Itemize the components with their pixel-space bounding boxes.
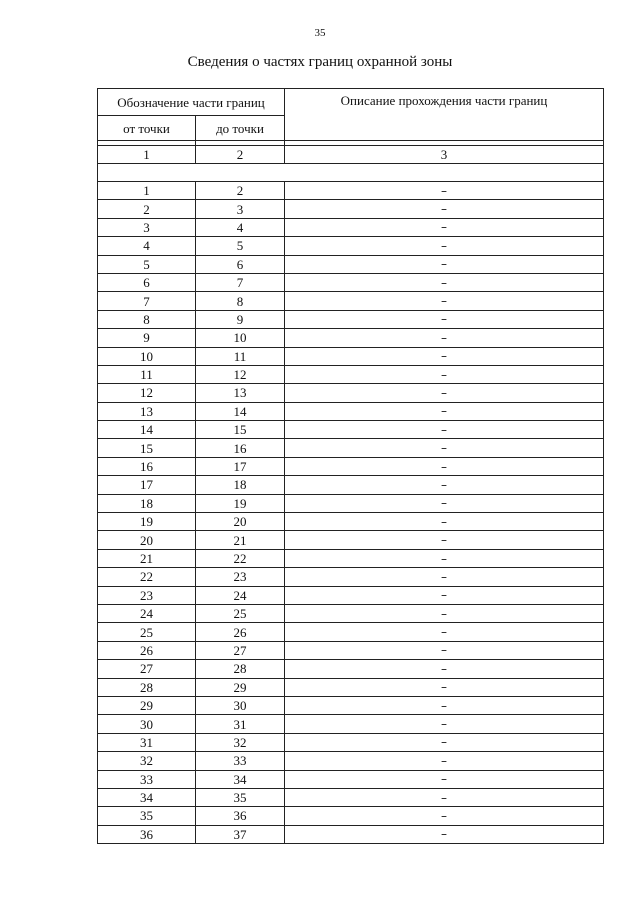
to-point-cell: 26 <box>196 623 285 641</box>
description-cell: – <box>285 365 604 383</box>
table-row <box>98 549 604 567</box>
from-point-cell: 3 <box>98 218 196 236</box>
to-point-cell: 11 <box>196 347 285 365</box>
from-point-cell: 18 <box>98 494 196 512</box>
description-cell: – <box>285 604 604 622</box>
to-point-cell: 9 <box>196 310 285 328</box>
description-cell: – <box>285 476 604 494</box>
to-point-cell: 7 <box>196 273 285 291</box>
from-point-cell: 31 <box>98 733 196 751</box>
table-row <box>98 807 604 825</box>
to-point-cell: 33 <box>196 752 285 770</box>
column-number: 3 <box>285 146 604 164</box>
from-point-cell: 29 <box>98 696 196 714</box>
from-point-cell: 27 <box>98 660 196 678</box>
description-cell: – <box>285 273 604 291</box>
from-point-cell: 20 <box>98 531 196 549</box>
table-row <box>98 586 604 604</box>
to-point-cell: 22 <box>196 549 285 567</box>
table-row <box>98 604 604 622</box>
to-point-cell: 18 <box>196 476 285 494</box>
from-point-cell: 33 <box>98 770 196 788</box>
to-point-cell: 32 <box>196 733 285 751</box>
from-point-cell: 7 <box>98 292 196 310</box>
table-row <box>98 678 604 696</box>
table-row <box>98 641 604 659</box>
header-description: Описание прохождения части границ <box>285 89 604 141</box>
description-cell: – <box>285 494 604 512</box>
description-cell: – <box>285 660 604 678</box>
from-point-cell: 28 <box>98 678 196 696</box>
description-cell: – <box>285 807 604 825</box>
description-cell: – <box>285 200 604 218</box>
from-point-cell: 32 <box>98 752 196 770</box>
description-cell: – <box>285 623 604 641</box>
to-point-cell: 15 <box>196 421 285 439</box>
description-cell: – <box>285 402 604 420</box>
table-row <box>98 513 604 531</box>
description-cell: – <box>285 770 604 788</box>
blank-row <box>98 164 604 182</box>
from-point-cell: 16 <box>98 457 196 475</box>
to-point-cell: 14 <box>196 402 285 420</box>
header-to-point: до точки <box>196 116 285 141</box>
table-row <box>98 660 604 678</box>
from-point-cell: 2 <box>98 200 196 218</box>
header-boundary-part-designation: Обозначение части границ <box>98 89 285 116</box>
table-row <box>98 788 604 806</box>
to-point-cell: 37 <box>196 825 285 843</box>
from-point-cell: 6 <box>98 273 196 291</box>
description-cell: – <box>285 457 604 475</box>
description-cell: – <box>285 586 604 604</box>
description-cell: – <box>285 788 604 806</box>
to-point-cell: 29 <box>196 678 285 696</box>
to-point-cell: 19 <box>196 494 285 512</box>
header-row <box>98 89 604 116</box>
description-cell: – <box>285 182 604 200</box>
from-point-cell: 19 <box>98 513 196 531</box>
table-row <box>98 770 604 788</box>
to-point-cell: 20 <box>196 513 285 531</box>
table-row <box>98 752 604 770</box>
description-cell: – <box>285 715 604 733</box>
to-point-cell: 31 <box>196 715 285 733</box>
from-point-cell: 21 <box>98 549 196 567</box>
column-number-row <box>98 146 604 164</box>
description-cell: – <box>285 549 604 567</box>
to-point-cell: 25 <box>196 604 285 622</box>
table-row <box>98 329 604 347</box>
table-row <box>98 182 604 200</box>
description-cell: – <box>285 752 604 770</box>
description-cell: – <box>285 696 604 714</box>
from-point-cell: 4 <box>98 237 196 255</box>
from-point-cell: 1 <box>98 182 196 200</box>
to-point-cell: 23 <box>196 568 285 586</box>
to-point-cell: 10 <box>196 329 285 347</box>
to-point-cell: 28 <box>196 660 285 678</box>
to-point-cell: 17 <box>196 457 285 475</box>
to-point-cell: 5 <box>196 237 285 255</box>
to-point-cell: 30 <box>196 696 285 714</box>
column-number: 2 <box>196 146 285 164</box>
description-cell: – <box>285 310 604 328</box>
table-row <box>98 439 604 457</box>
description-cell: – <box>285 255 604 273</box>
boundary-parts-table <box>97 88 604 844</box>
to-point-cell: 34 <box>196 770 285 788</box>
from-point-cell: 8 <box>98 310 196 328</box>
table-row <box>98 421 604 439</box>
from-point-cell: 10 <box>98 347 196 365</box>
description-cell: – <box>285 641 604 659</box>
table-row <box>98 310 604 328</box>
from-point-cell: 9 <box>98 329 196 347</box>
from-point-cell: 24 <box>98 604 196 622</box>
table-row <box>98 568 604 586</box>
from-point-cell: 34 <box>98 788 196 806</box>
table-row <box>98 696 604 714</box>
description-cell: – <box>285 292 604 310</box>
to-point-cell: 3 <box>196 200 285 218</box>
from-point-cell: 13 <box>98 402 196 420</box>
to-point-cell: 8 <box>196 292 285 310</box>
from-point-cell: 30 <box>98 715 196 733</box>
description-cell: – <box>285 678 604 696</box>
description-cell: – <box>285 733 604 751</box>
from-point-cell: 17 <box>98 476 196 494</box>
to-point-cell: 36 <box>196 807 285 825</box>
column-number: 1 <box>98 146 196 164</box>
table-row <box>98 715 604 733</box>
table-row <box>98 384 604 402</box>
blank-cell <box>98 164 604 182</box>
table-row <box>98 273 604 291</box>
description-cell: – <box>285 531 604 549</box>
description-cell: – <box>285 513 604 531</box>
from-point-cell: 35 <box>98 807 196 825</box>
from-point-cell: 23 <box>98 586 196 604</box>
description-cell: – <box>285 329 604 347</box>
table-row <box>98 292 604 310</box>
table-row <box>98 218 604 236</box>
from-point-cell: 11 <box>98 365 196 383</box>
to-point-cell: 4 <box>196 218 285 236</box>
to-point-cell: 2 <box>196 182 285 200</box>
description-cell: – <box>285 347 604 365</box>
table-row <box>98 457 604 475</box>
description-cell: – <box>285 825 604 843</box>
from-point-cell: 26 <box>98 641 196 659</box>
table-row <box>98 623 604 641</box>
table-row <box>98 200 604 218</box>
to-point-cell: 13 <box>196 384 285 402</box>
table-row <box>98 347 604 365</box>
to-point-cell: 16 <box>196 439 285 457</box>
from-point-cell: 15 <box>98 439 196 457</box>
description-cell: – <box>285 237 604 255</box>
to-point-cell: 24 <box>196 586 285 604</box>
table-row <box>98 255 604 273</box>
page-number: 35 <box>314 27 326 39</box>
table-row <box>98 733 604 751</box>
header-from-point: от точки <box>98 116 196 141</box>
description-cell: – <box>285 439 604 457</box>
to-point-cell: 27 <box>196 641 285 659</box>
table-row <box>98 825 604 843</box>
from-point-cell: 12 <box>98 384 196 402</box>
from-point-cell: 36 <box>98 825 196 843</box>
description-cell: – <box>285 568 604 586</box>
table-row <box>98 365 604 383</box>
from-point-cell: 25 <box>98 623 196 641</box>
from-point-cell: 14 <box>98 421 196 439</box>
to-point-cell: 6 <box>196 255 285 273</box>
to-point-cell: 35 <box>196 788 285 806</box>
description-cell: – <box>285 218 604 236</box>
document-title: Сведения о частях границ охранной зоны <box>187 54 453 70</box>
description-cell: – <box>285 421 604 439</box>
to-point-cell: 21 <box>196 531 285 549</box>
table-row <box>98 402 604 420</box>
from-point-cell: 22 <box>98 568 196 586</box>
table-row <box>98 237 604 255</box>
table-row <box>98 476 604 494</box>
table-row <box>98 494 604 512</box>
from-point-cell: 5 <box>98 255 196 273</box>
to-point-cell: 12 <box>196 365 285 383</box>
description-cell: – <box>285 384 604 402</box>
table-row <box>98 531 604 549</box>
